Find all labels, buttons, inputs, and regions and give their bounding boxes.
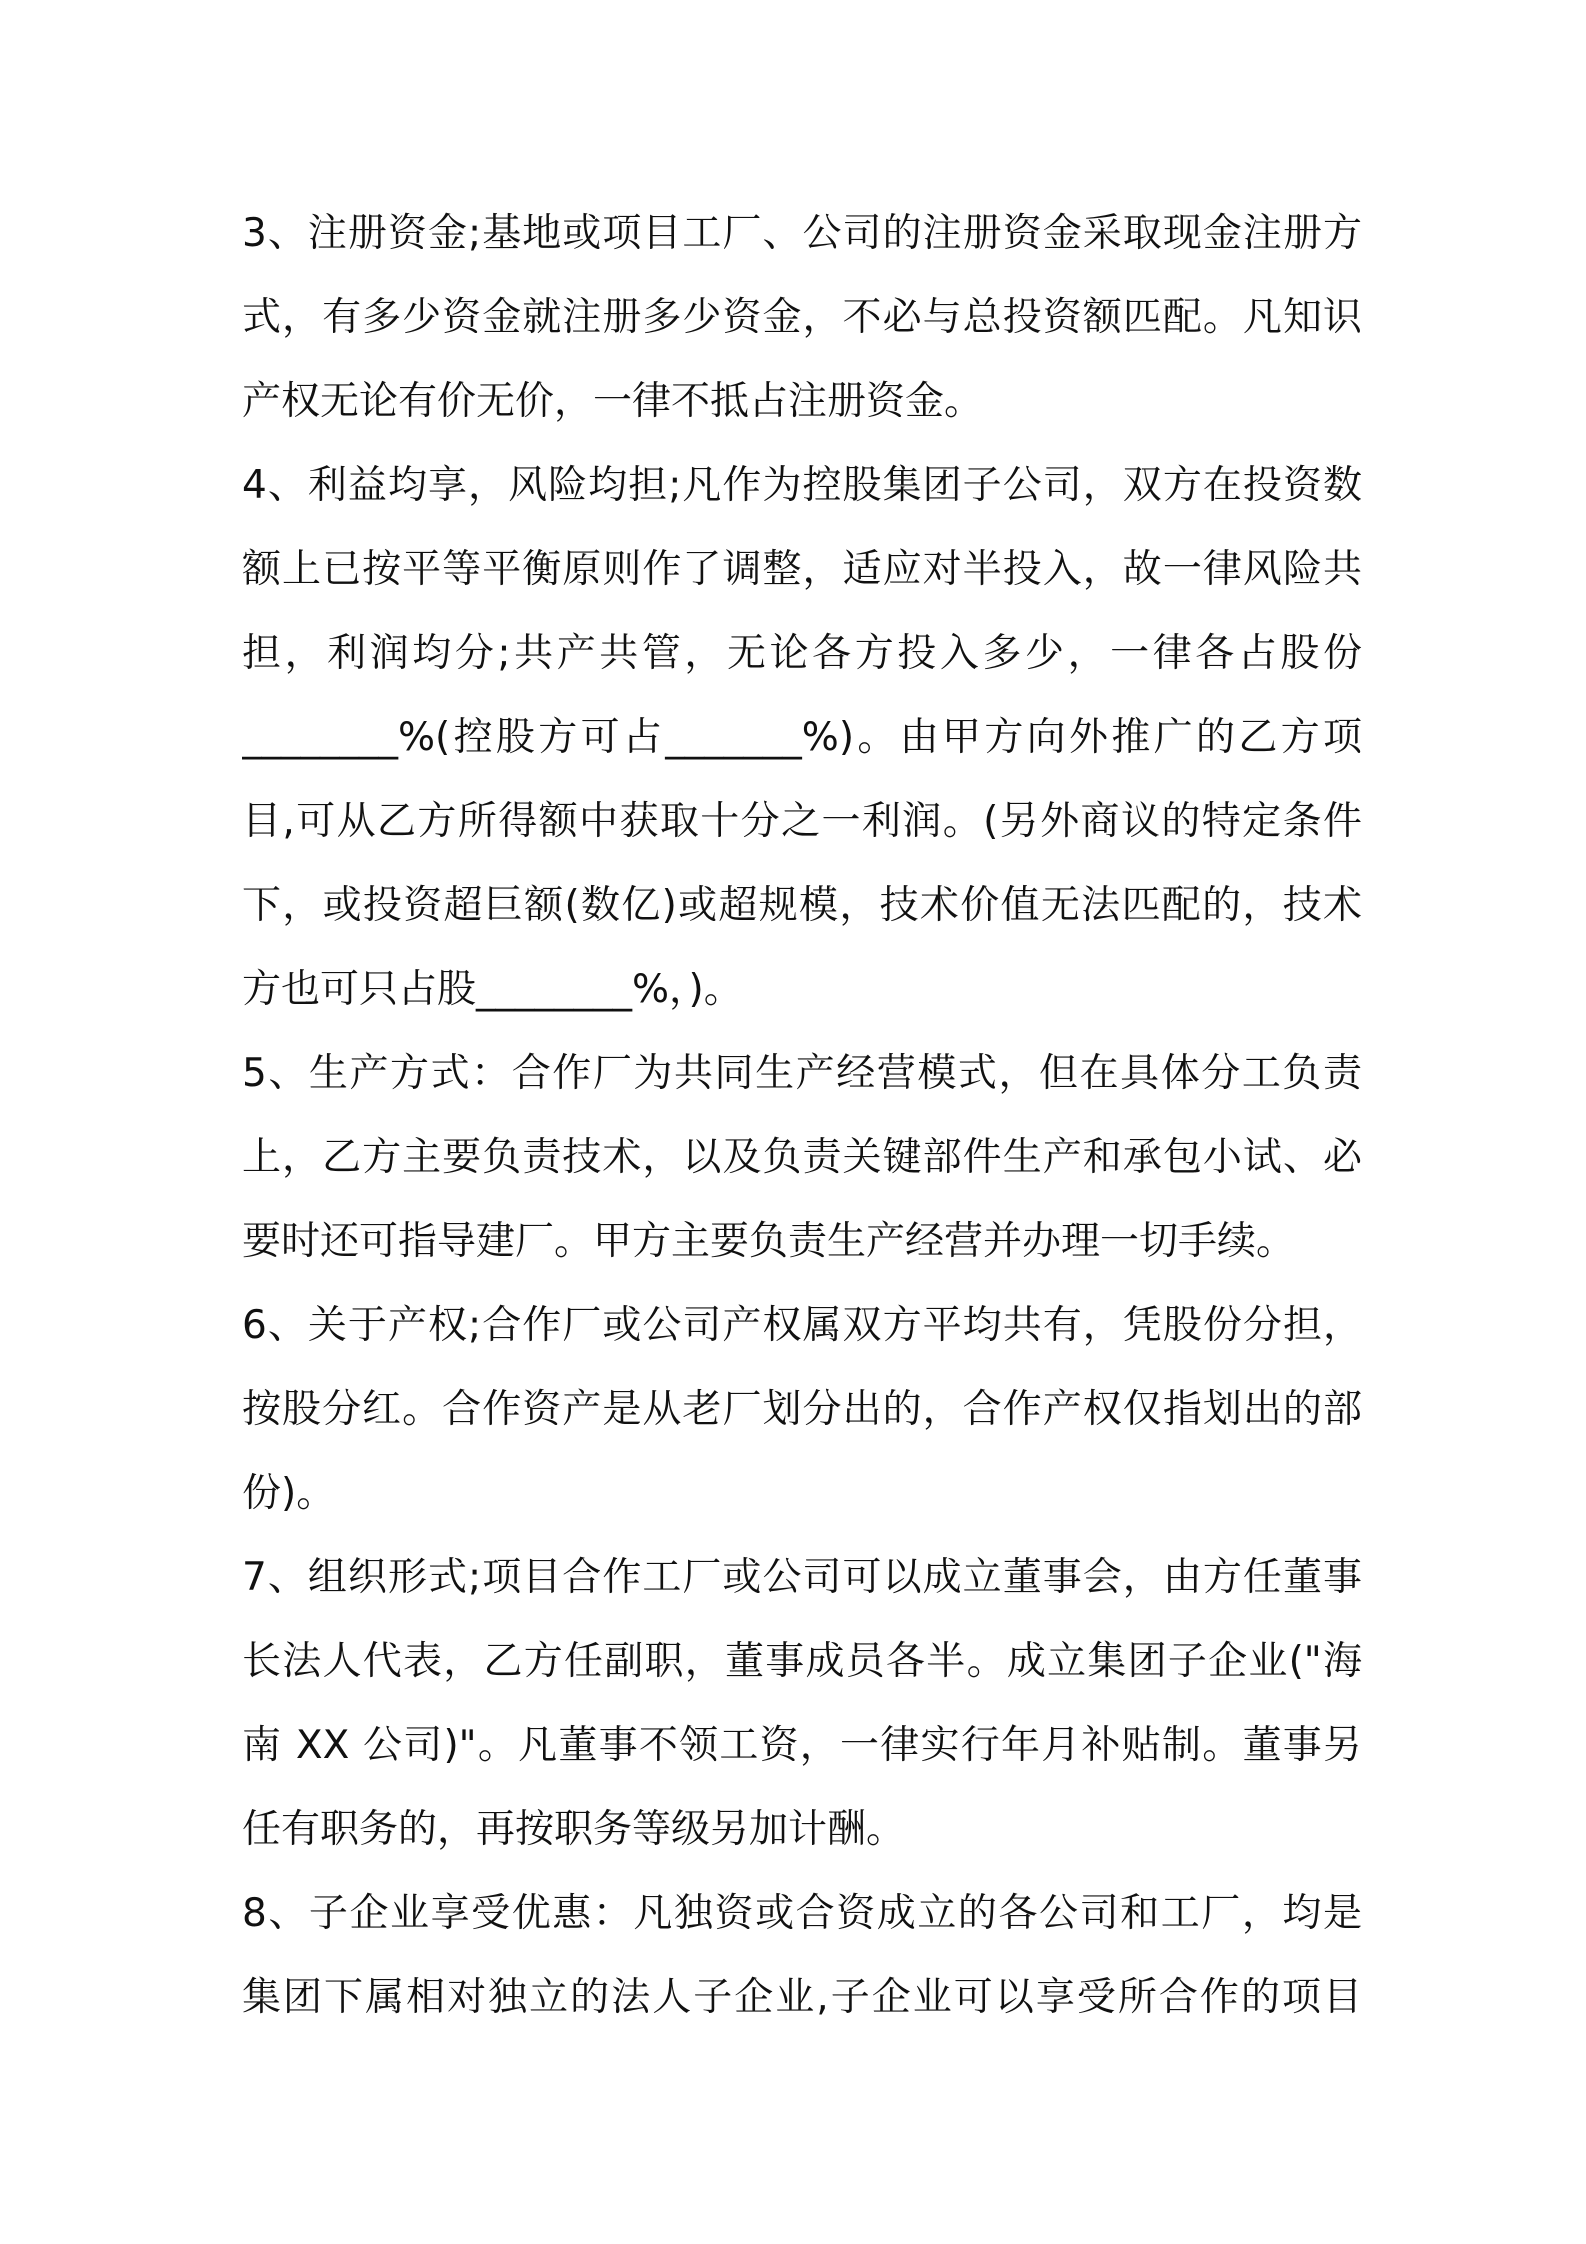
text-line: 上，乙方主要负责技术，以及负责关键部件生产和承包小试、必: [242, 1135, 1362, 1180]
text-line: 6、关于产权;合作厂或公司产权属双方平均共有，凭股份分担，: [242, 1303, 1362, 1348]
text-line: 额上已按平等平衡原则作了调整，适应对半投入，故一律风险共: [242, 547, 1362, 592]
text-line: ________%(控股方可占_______%)。由甲方向外推广的乙方项: [242, 715, 1362, 760]
text-line: 5、生产方式：合作厂为共同生产经营模式，但在具体分工负责: [242, 1051, 1362, 1096]
text-line: 目,可从乙方所得额中获取十分之一利润。(另外商议的特定条件: [242, 799, 1362, 844]
text-line: 3、注册资金;基地或项目工厂、公司的注册资金采取现金注册方: [242, 211, 1362, 256]
text-line: 下，或投资超巨额(数亿)或超规模，技术价值无法匹配的，技术: [242, 883, 1362, 928]
text-line: 份)。: [242, 1471, 336, 1516]
text-line: 任有职务的，再按职务等级另加计酬。: [242, 1807, 906, 1852]
text-line: 要时还可指导建厂。甲方主要负责生产经营并办理一切手续。: [242, 1219, 1296, 1264]
text-line: 8、子企业享受优惠：凡独资或合资成立的各公司和工厂，均是: [242, 1891, 1362, 1936]
text-line: 4、利益均享，风险均担;凡作为控股集团子公司，双方在投资数: [242, 463, 1362, 508]
text-line: 按股分红。合作资产是从老厂划分出的，合作产权仅指划出的部: [242, 1387, 1362, 1432]
document-body: [242, 192, 1362, 2040]
text-line: 南 XX 公司)"。凡董事不领工资，一律实行年月补贴制。董事另: [242, 1723, 1362, 1768]
text-line: 方也可只占股________%，)。: [242, 967, 743, 1012]
text-line: 式，有多少资金就注册多少资金，不必与总投资额匹配。凡知识: [242, 295, 1362, 340]
text-line: 担，利润均分;共产共管，无论各方投入多少，一律各占股份: [242, 631, 1362, 676]
text-line: 7、组织形式;项目合作工厂或公司可以成立董事会，由方任董事: [242, 1555, 1362, 1600]
text-line: 长法人代表，乙方任副职，董事成员各半。成立集团子企业("海: [242, 1639, 1362, 1684]
text-line: 集团下属相对独立的法人子企业,子企业可以享受所合作的项目: [242, 1975, 1362, 2020]
text-line: 产权无论有价无价，一律不抵占注册资金。: [242, 379, 984, 424]
